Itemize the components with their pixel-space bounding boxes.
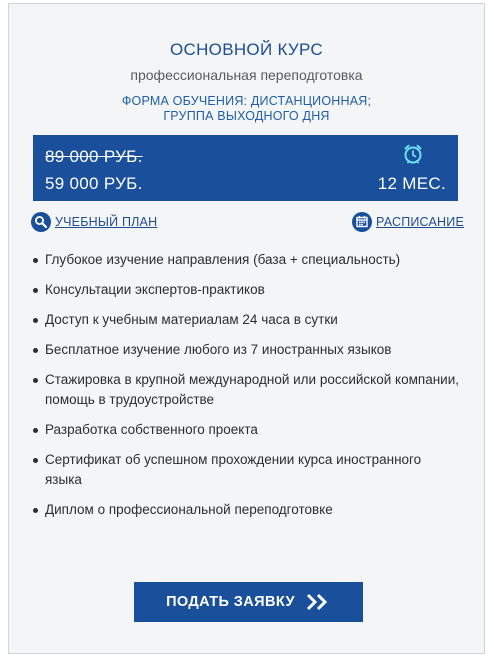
- list-item: Консультации экспертов-практиков: [31, 280, 461, 300]
- study-form-line-2: ГРУППА ВЫХОДНОГО ДНЯ: [163, 109, 330, 123]
- study-form-line-1: ФОРМА ОБУЧЕНИЯ: ДИСТАНЦИОННАЯ;: [121, 94, 372, 108]
- schedule-link[interactable]: [352, 212, 464, 232]
- calendar-icon: [352, 212, 372, 232]
- list-item: Диплом о профессиональной переподготовке: [31, 500, 461, 520]
- clock-icon: [402, 143, 424, 165]
- list-item: Стажировка в крупной международной или российской компании, помощь в трудоустройстве: [31, 370, 461, 410]
- list-item: Бесплатное изучение любого из 7 иностранных языков: [31, 340, 461, 360]
- course-card: [8, 3, 485, 654]
- study-form: [9, 94, 484, 124]
- course-duration: 12 МЕС.: [377, 174, 446, 193]
- search-icon: [31, 212, 51, 232]
- features-list: [31, 250, 461, 530]
- list-item: Сертификат об успешном прохождении курса иностранного языка: [31, 450, 461, 490]
- curriculum-link[interactable]: [31, 212, 157, 232]
- list-item: Разработка собственного проекта: [31, 420, 461, 440]
- old-price: 89 000 РУБ.: [45, 147, 143, 166]
- apply-button-label: ПОДАТЬ ЗАЯВКУ: [166, 594, 295, 610]
- list-item: Глубокое изучение направления (база + специальность): [31, 250, 461, 270]
- curriculum-link-label: УЧЕБНЫЙ ПЛАН: [55, 215, 158, 229]
- double-chevron-right-icon: [305, 593, 331, 611]
- price-box: [33, 135, 458, 201]
- schedule-link-label: РАСПИСАНИЕ: [376, 215, 464, 229]
- list-item: Доступ к учебным материалам 24 часа в сутки: [31, 310, 461, 330]
- apply-button[interactable]: [134, 582, 363, 622]
- new-price: 59 000 РУБ.: [45, 174, 143, 193]
- course-title: ОСНОВНОЙ КУРС: [170, 40, 323, 59]
- course-subtitle: профессиональная переподготовка: [130, 67, 363, 83]
